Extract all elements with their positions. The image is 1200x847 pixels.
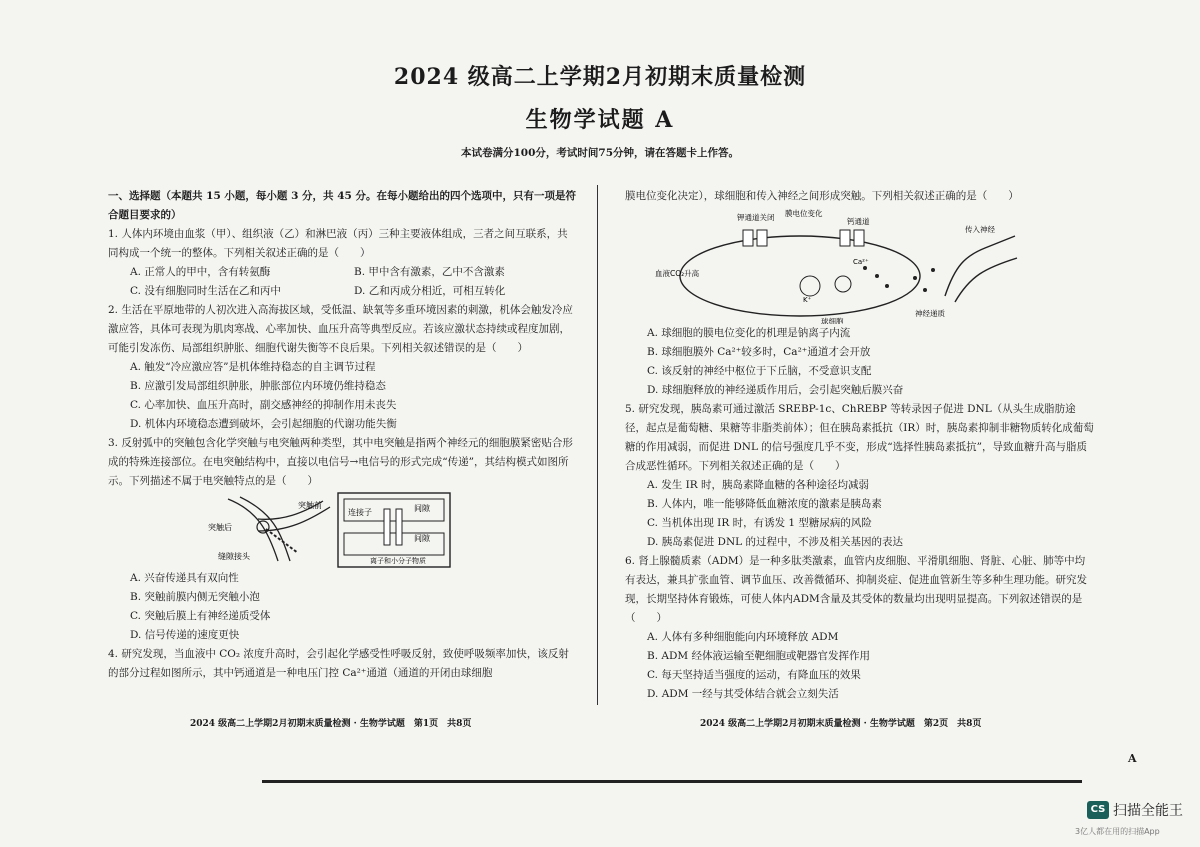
label-afferent-nerve: 传入神经 [965, 225, 995, 234]
question-4-continued: 膜电位变化决定），球细胞和传入神经之间形成突触。下列相关叙述正确的是（ ） [625, 190, 1019, 202]
label-ions: 离子和小分子物质 [370, 557, 426, 565]
question-1-stem: 1. 人体内环境由血浆（甲）、组织液（乙）和淋巴液（丙）三种主要液体组成，三者之间互联系，共同构成一个统一的整体。下列相关叙述正确的是（ ） [108, 228, 568, 259]
label-presynaptic: 突触前 [298, 501, 322, 510]
q4-option-c: C. 该反射的神经中枢位于下丘脑，不受意识支配 [647, 365, 872, 377]
question-3-stem: 3. 反射弧中的突触包含化学突触与电突触两种类型，其中电突触是指两个神经元的细胞膜紧密贴合形成的特殊连接部位。在电突触结构中，直接以电信号→电信号的形式完成“传递”，其结构模式如图所示。下列描述不属于电突触特点的是（ ） [108, 437, 573, 487]
question-1-options-row1 [108, 263, 578, 282]
q6-option-c: C. 每天坚持适当强度的运动，有降血压的效果 [647, 669, 861, 681]
q3-option-a: A. 兴奋传递具有双向性 [130, 572, 239, 584]
question-6-stem: 6. 肾上腺髓质素（ADM）是一种多肽类激素，血管内皮细胞、平滑肌细胞、肾脏、心脏、肺等中均有表达，兼具扩张血管、调节血压、改善微循环、抑制炎症、促进血管新生等多种生理功能。研究发现，长期坚持体育锻炼，可使人体内ADM含量及其受体的数量均出现明显提高。下列叙述错误的是（ ） [625, 555, 1087, 624]
question-4-stem: 4. 研究发现，当血液中 CO₂ 浓度升高时，会引起化学感受性呼吸反射，致使呼吸频率加快，该反射的部分过程如图所示，其中钙通道是一种电压门控 Ca²⁺通道（通道的开闭由球细胞 [108, 648, 569, 679]
column-divider [597, 185, 598, 705]
q1-option-b: B. 甲中含有激素，乙中不含激素 [354, 266, 505, 278]
left-column [108, 187, 578, 683]
label-membrane-potential: 膜电位变化 [785, 209, 823, 218]
q1-option-c: C. 没有细胞同时生活在乙和丙中 [130, 285, 281, 297]
exam-title: 2024 级高二上学期2月初期末质量检测 [393, 64, 807, 90]
q5-option-d: D. 胰岛素促进 DNL 的过程中，不涉及相关基因的表达 [647, 536, 903, 548]
exam-subtitle: 生物学试题 A [525, 107, 675, 133]
question-2-stem: 2. 生活在平原地带的人初次进入高海拔区域，受低温、缺氧等多重环境因素的刺激，机体会触发冷应激应答，具体可表现为肌肉寒战、心率加快、血压升高等典型反应。若该应激状态持续或程度加剧，可能引发冻伤、局部组织肿胀、细胞代谢失衡等不良后果。下列相关叙述错误的是（ ） [108, 304, 573, 354]
q6-option-a: A. 人体有多种细胞能向内环境释放 ADM [647, 631, 839, 643]
question-5-stem: 5. 研究发现，胰岛素可通过激活 SREBP-1c、ChREBP 等转录因子促进 DNL（从头生成脂肪途径，起点是葡萄糖、果糖等非脂类前体）；但在胰岛素抵抗（IR）时，胰岛素抑制非糖物质转化成葡萄糖的作用减弱，而促进 DNL 的信号强度几乎不变，形成“选择性胰岛素抵抗”，导致血糖升高与脂质合成恶性循环。下列相关叙述正确的是（ ） [625, 403, 1094, 472]
electrical-synapse-diagram [108, 491, 578, 569]
label-glomus-cell: 球细胞 [821, 317, 844, 324]
camscanner-logo-icon: CS [1087, 801, 1109, 819]
q4-option-b: B. 球细胞膜外 Ca²⁺较多时，Ca²⁺通道才会开放 [647, 346, 871, 358]
paper-version-marker: A [1128, 752, 1137, 765]
label-neurotransmitter: 神经递质 [915, 309, 945, 318]
q1-option-d: D. 乙和丙成分相近，可相互转化 [354, 285, 506, 297]
label-gap-2: 间隙 [414, 534, 430, 543]
question-1-options-row2 [108, 282, 578, 301]
right-column [625, 187, 1095, 704]
scan-edge-line [262, 780, 1082, 783]
section-heading: 一、选择题（本题共 15 小题，每小题 3 分，共 45 分。在每小题给出的四个选项中，只有一项是符合题目要求的） [108, 190, 576, 221]
label-postsynaptic: 突触后 [208, 523, 232, 532]
label-blood-co2: 血液CO₂升高 [655, 269, 700, 278]
q3-option-d: D. 信号传递的速度更快 [130, 629, 240, 641]
exam-notice: 本试卷满分100分，考试时间75分钟，请在答题卡上作答。 [460, 147, 740, 159]
q2-option-a: A. 触发“冷应激应答”是机体维持稳态的自主调节过程 [130, 361, 376, 373]
label-gap-junction: 缝隙接头 [218, 552, 250, 561]
q4-option-a: A. 球细胞的膜电位变化的机理是钠离子内流 [647, 327, 851, 339]
label-ca-channel: 钙通道 [847, 217, 870, 226]
q3-option-b: B. 突触前膜内侧无突触小泡 [130, 591, 260, 603]
camscanner-slogan: 3亿人都在用的扫描App [1075, 827, 1160, 836]
q1-option-a: A. 正常人的甲中，含有转氨酶 [130, 266, 271, 278]
footer-right: 2024 级高二上学期2月初期末质量检测 · 生物学试题 第2页 共8页 [700, 719, 982, 729]
label-connexon: 连接子 [348, 508, 372, 517]
label-gap: 间隙 [414, 504, 430, 513]
glomus-cell-figure [625, 206, 1095, 324]
q2-option-d: D. 机体内环境稳态遭到破坏，会引起细胞的代谢功能失衡 [130, 418, 397, 430]
q4-option-d: D. 球细胞释放的神经递质作用后，会引起突触后膜兴奋 [647, 384, 904, 396]
label-ca-ion: Ca²⁺ [853, 258, 869, 266]
label-k-channel: 钾通道关闭 [737, 213, 775, 222]
q5-option-c: C. 当机体出现 IR 时，有诱发 1 型糖尿病的风险 [647, 517, 872, 529]
q2-option-c: C. 心率加快、血压升高时，副交感神经的抑制作用未丧失 [130, 399, 397, 411]
q3-option-c: C. 突触后膜上有神经递质受体 [130, 610, 271, 622]
label-k-ion: K⁺ [803, 296, 812, 304]
q5-option-b: B. 人体内，唯一能够降低血糖浓度的激素是胰岛素 [647, 498, 882, 510]
q6-option-b: B. ADM 经体液运输至靶细胞或靶器官发挥作用 [647, 650, 870, 662]
q6-option-d: D. ADM 一经与其受体结合就会立刻失活 [647, 688, 839, 700]
q2-option-b: B. 应激引发局部组织肿胀，肿胀部位内环境仍维持稳态 [130, 380, 386, 392]
footer-left: 2024 级高二上学期2月初期末质量检测 · 生物学试题 第1页 共8页 [190, 719, 472, 729]
camscanner-name: 扫描全能王 [1113, 803, 1183, 819]
q5-option-a: A. 发生 IR 时，胰岛素降血糖的各种途径均减弱 [647, 479, 869, 491]
glomus-cell-diagram [625, 206, 1095, 324]
electrical-synapse-figure [108, 491, 578, 569]
